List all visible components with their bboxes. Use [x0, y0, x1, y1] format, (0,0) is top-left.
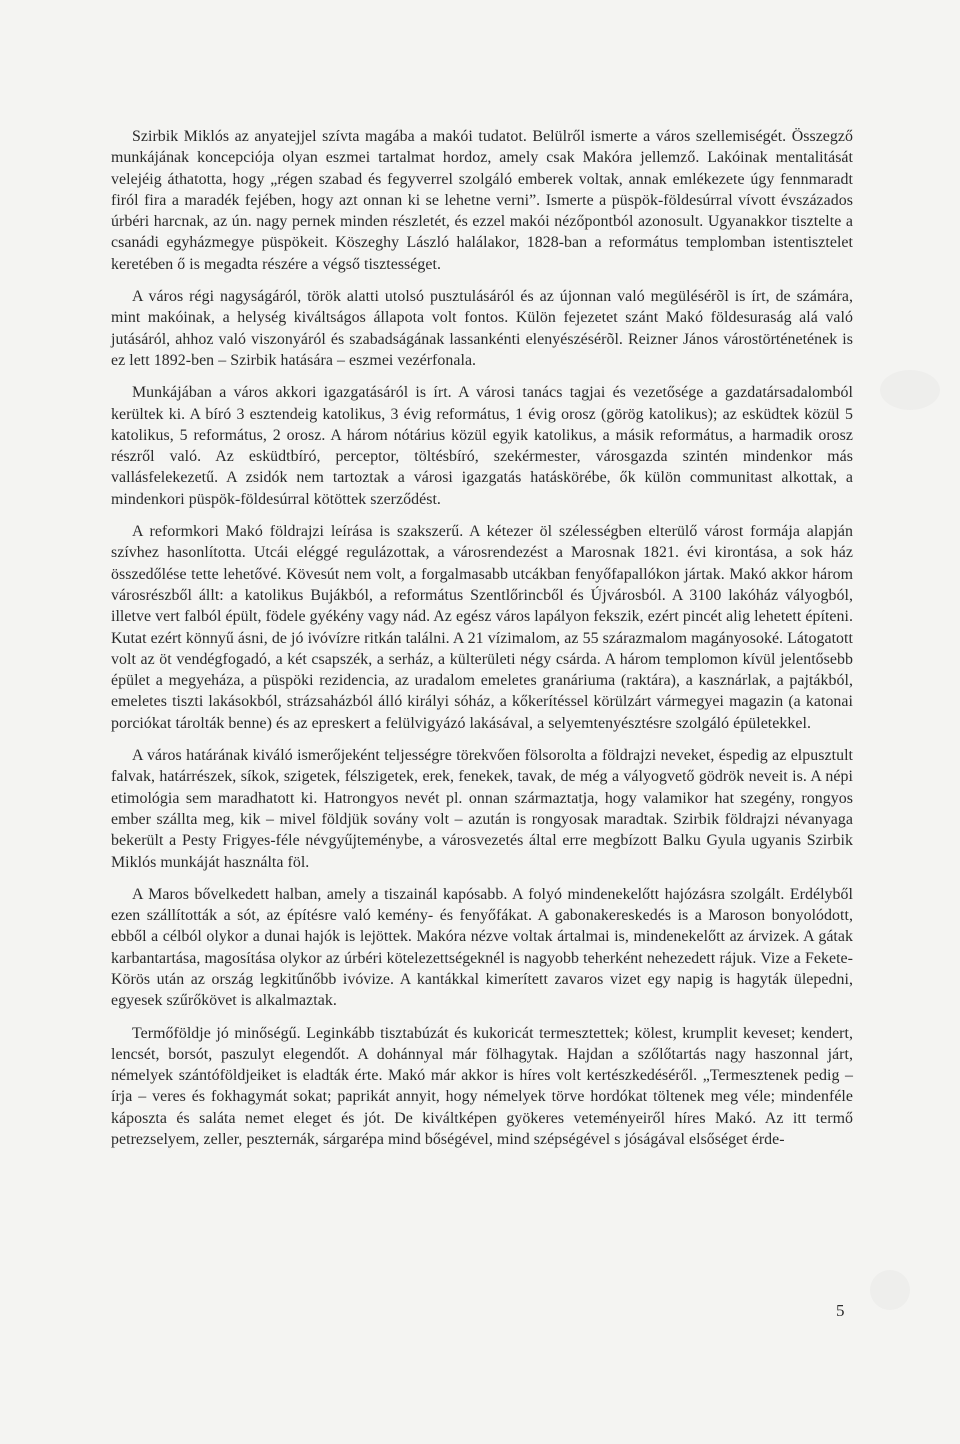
paragraph: A város régi nagyságáról, török alatti utolsó pusztulásáról és az újonnan való megülésérõl is írt, de számára, mint makóinak, a helység kiváltságos állapota volt fontos. Külön fejezetet szánt Makó földesuraság alá való jutásáról, ahhoz való viszonyáról és szabadságának lassankénti elenyészésérõl. Reizner János várostörténetének is ez lett 1892-ben – Szirbik hatására – eszmei vezérfonala.: [111, 288, 853, 369]
paragraph: A város határának kiváló ismerőjeként teljességre törekvően fölsorolta a földrajzi neveket, éspedig az elpusztult falvak, határrészek, síkok, szigetek, félszigetek, erek, fenekek, tavak, de még a vályogvető gödrök neveit is. A népi etimológia sem maradhatott ki. Hatrongyos nevét pl. onnan származtatja, hogy valamikor hat szegény, rongyos ember szállta meg, kik – mivel földjük sovány volt – azután is rongyosak maradtak. Szirbik földrajzi névanyaga bekerült a Pesty Frigyes-féle névgyűjteménybe, a városvezetés által erre megbízott Balku Gyula ugyanis Szirbik Miklós munkáját használta föl.: [111, 747, 853, 871]
paragraph: Szirbik Miklós az anyatejjel szívta magába a makói tudatot. Belülről ismerte a város szellemiségét. Összegző munkájának koncepciója olyan eszmei tartalmat hordoz, amely csak Makóra jellemző. Lakóinak mentalitását velejéig áthatotta, hogy „régen szabad és fegyverrel szolgáló emberek voltak, annak emlékezete úgy fennmaradt firól fira a maradék fejében, hogy azt onnan ki se lehetne verni”. Ismerte a püspök-földesúrral vívott évszázados úrbéri harcnak, az ún. nagy pernek minden részletét, és ezzel makói nézőpontból azonosult. Ugyanakkor tisztelte a csanádi egyházmegye püspökeit. Köszeghy László halálakor, 1828-ban a református templomban istentisztelet keretében ő is megadta részére a végső tisztességet.: [111, 128, 853, 273]
body-text: [111, 126, 853, 1161]
paper-stain: [870, 1270, 910, 1310]
paragraph: A reformkori Makó földrajzi leírása is szakszerű. A kétezer öl szélességben elterülő várost formája alapján szívhez hasonlította. Utcái eléggé regulázottak, a városrendezést a Marosnak 1821. évi kirontása, a sok ház összedőlése tette lehetővé. Kövesút nem volt, a forgalmasabb utcákban fenyőfapallókon jártak. Makó akkor három városrészből állt: a katolikus Bujákból, a református Szentlőrincből és Újvárosból. A 3100 lakóház vályogból, illetve vert falból épült, födele gyékény vagy nád. Az egész város lapályon fekszik, ezért pincét alig lehetett építeni. Kutat ezért könnyű ásni, de jó ivóvízre ritkán találni. A 21 vízimalom, az 55 szárazmalom magányosoké. Látogatott volt az öt vendégfogadó, a két csapszék, a serház, a külterületi négy csárda. A három templomon kívül jelentősebb épület a megyeháza, a püspöki rezidencia, az uradalom emeletes granáriuma (raktára), a kasznárlak, a pajtákból, emeletes tiszti lakásokból, strázsaházból álló királyi sóház, a kőkerítéssel körülzárt vármegyei magazin (a katonai porciókat tárolták benne) és az epreskert a felülvigyázó lakásával, a selyemtenyésztésre szolgáló épületekkel.: [111, 523, 853, 732]
page-number: 5: [836, 1301, 845, 1320]
paragraph: Termőföldje jó minőségű. Leginkább tisztabúzát és kukoricát termesztettek; kölest, krumplit keveset; kendert, lencsét, borsót, paszulyt elegendőt. A dohánnyal már fölhagytak. Hajdan a szőlőtartás nagy haszonnal járt, némelyek szántóföldjeiket is eladták érte. Makó már akkor is híres volt kertészkedéséről. „Termesztenek pedig – írja – veres és fokhagymát sokat; paprikát annyit, hogy némelyek törve hordókat töltenek meg véle; mindenféle káposzta és saláta nemet eleget és jót. De kiváltképen gyökeres veteményeiről híres Makó. Az itt termő petrezselyem, zeller, peszternák, sárgarépa mind bőségével, mind szépségével s jóságával elsőséget érde-: [111, 1024, 853, 1149]
paragraph: A Maros bővelkedett halban, amely a tiszainál kapósabb. A folyó mindenekelőtt hajózásra szolgált. Erdélyből ezen szállították a sót, az építésre való kemény- és fenyőfákat. A gabonakereskedés is a Maroson bonyolódott, ebből a célból olykor a dunai hajók is lejöttek. Makóra nézve voltak ártalmai is, mindenekelőtt az árvizek. A gátak karbantartása, magosítása olykor az úrbéri kötelezettségeknél is nagyobb teherként nehezedett rájuk. Vize a Fekete-Körös után az ország legkitűnőbb ivóvize. A kantákkal kimerített zavaros vizet egy napig is hagyták ülepedni, egyesek szűrőkövet is alkalmaztak.: [111, 885, 853, 1010]
paper-stain: [880, 370, 940, 410]
paragraph: Munkájában a város akkori igazgatásáról is írt. A városi tanács tagjai és vezetősége a gazdatársadalomból kerültek ki. A bíró 3 esztendeig katolikus, 3 évig református, 1 évig orosz (görög katolikus); az esküdtek közül 5 katolikus, 5 református, 2 orosz. A három nótárius közül egyik katolikus, a másik református, a harmadik orosz részről való. Az esküdtbíró, perceptor, töltésbíró, szekérmester, városgazda szintén mindenkor más vallásfelekezetű. A zsidók nem tartoztak a városi igazgatás hatáskörébe, ők külön communitast alkottak, a mindenkori püspök-földesúrral kötöttek szerződést.: [111, 384, 853, 508]
